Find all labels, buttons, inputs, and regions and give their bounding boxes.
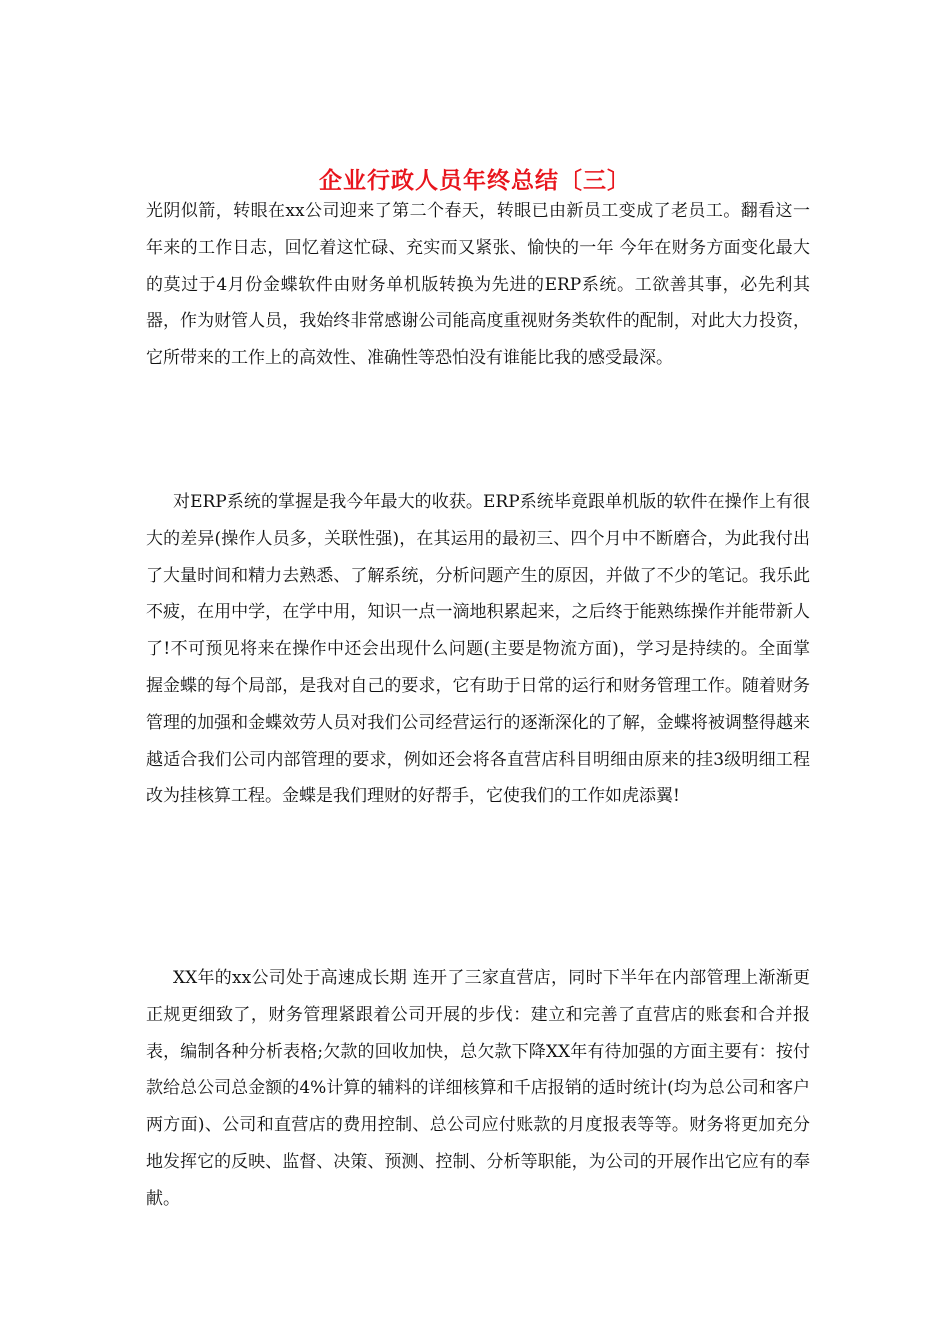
paragraph-1: 光阴似箭，转眼在xx公司迎来了第二个春天，转眼已由新员工变成了老员工。翻看这一年来的工作日志，回忆着这忙碌、充实而又紧张、愉快的一年 今年在财务方面变化最大的莫过于4月份金蝶软件由财务单机版转换为先进的ERP系统。工欲善其事，必先利其器，作为财管人员，我始终非常感谢公司能高度重视财务类软件的配制，对此大力投资，它所带来的工作上的高效性、准确性等恐怕没有谁能比我的感受最深。: [146, 201, 810, 369]
paragraph-3: XX年的xx公司处于高速成长期 连开了三家直营店，同时下半年在内部管理上渐渐更正规更细致了，财务管理紧跟着公司开展的步伐：建立和完善了直营店的账套和合并报表，编制各种分析表格;欠款的回收加快，总欠款下降XX年有待加强的方面主要有：按付款给总公司总金额的4%计算的辅料的详细核算和千店报销的适时统计(均为总公司和客户两方面)、公司和直营店的费用控制、总公司应付账款的月度报表等等。财务将更加充分地发挥它的反映、监督、决策、预测、控制、分析等职能，为公司的开展作出它应有的奉献。: [146, 968, 810, 1209]
document-title: 企业行政人员年终总结〔三〕: [319, 167, 631, 195]
paragraph-2: 对ERP系统的掌握是我今年最大的收获。ERP系统毕竟跟单机版的软件在操作上有很大的差异(操作人员多，关联性强)，在其运用的最初三、四个月中不断磨合，为此我付出了大量时间和精力去熟悉、了解系统，分析问题产生的原因，并做了不少的笔记。我乐此不疲，在用中学，在学中用，知识一点一滴地积累起来，之后终于能熟练操作并能带新人了!不可预见将来在操作中还会出现什么问题(主要是物流方面)，学习是持续的。全面掌握金蝶的每个局部，是我对自己的要求，它有助于日常的运行和财务管理工作。随着财务管理的加强和金蝶效劳人员对我们公司经营运行的逐渐深化的了解，金蝶将被调整得越来越适合我们公司内部管理的要求，例如还会将各直营店科目明细由原来的挂3级明细工程改为挂核算工程。金蝶是我们理财的好帮手，它使我们的工作如虎添翼!: [146, 492, 810, 807]
